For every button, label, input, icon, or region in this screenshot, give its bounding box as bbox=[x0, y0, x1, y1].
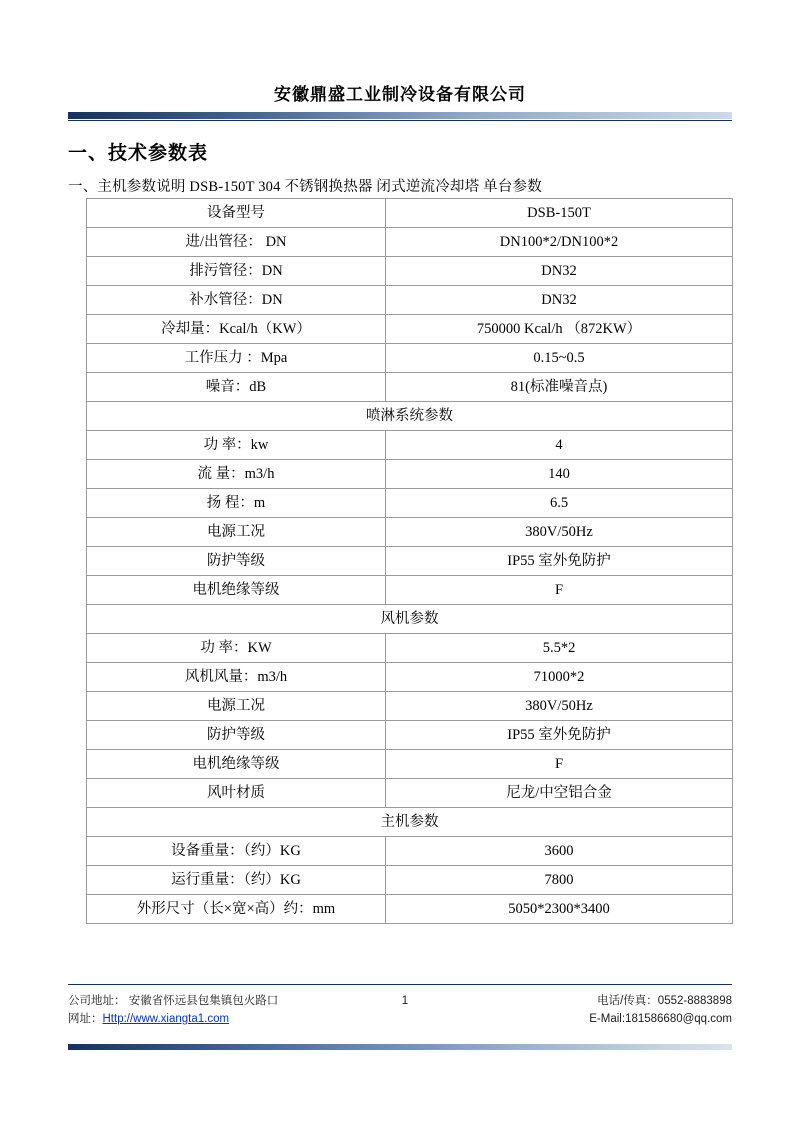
table-row bbox=[87, 634, 733, 663]
table-cell-value: DN32 bbox=[386, 286, 733, 315]
table-cell-value: 81(标准噪音点) bbox=[386, 373, 733, 402]
table-cell-label: 功 率：kw bbox=[87, 431, 386, 460]
section-title: 一、技术参数表 bbox=[68, 143, 209, 164]
table-cell-value: IP55 室外免防护 bbox=[386, 547, 733, 576]
table-cell-label: 设备重量：（约）KG bbox=[87, 837, 386, 866]
table-cell-value: F bbox=[386, 576, 733, 605]
table-row bbox=[87, 402, 733, 431]
table-cell-value: DSB-150T bbox=[386, 199, 733, 228]
table-cell-label: 工作压力 ：Mpa bbox=[87, 344, 386, 373]
table-cell-label: 风叶材质 bbox=[87, 779, 386, 808]
table-cell-value: 71000*2 bbox=[386, 663, 733, 692]
table-row bbox=[87, 576, 733, 605]
company-name: 安徽鼎盛工业制冷设备有限公司 bbox=[274, 85, 526, 104]
table-row bbox=[87, 866, 733, 895]
table-cell-value: F bbox=[386, 750, 733, 779]
table-cell-label: 外形尺寸（长×宽×高）约：mm bbox=[87, 895, 386, 924]
table-cell-label: 运行重量：（约）KG bbox=[87, 866, 386, 895]
table-row bbox=[87, 315, 733, 344]
footer-row-top bbox=[68, 992, 732, 1010]
table-row bbox=[87, 895, 733, 924]
table-row bbox=[87, 489, 733, 518]
footer-address: 公司地址： 安徽省怀远县包集镇包火路口 bbox=[68, 995, 279, 1007]
table-row bbox=[87, 692, 733, 721]
footer-phone: 电话/传真：0552-8883898 bbox=[597, 995, 732, 1007]
header-divider-line bbox=[68, 120, 732, 121]
section-subtitle: 一、主机参数说明 DSB-150T 304 不锈钢换热器 闭式逆流冷却塔 单台参数 bbox=[68, 179, 542, 195]
table-cell-value: 7800 bbox=[386, 866, 733, 895]
table-cell-label: 进/出管径： DN bbox=[87, 228, 386, 257]
table-group-header: 喷淋系统参数 bbox=[87, 402, 733, 431]
table-cell-value: 6.5 bbox=[386, 489, 733, 518]
table-cell-label: 电机绝缘等级 bbox=[87, 576, 386, 605]
table-row bbox=[87, 663, 733, 692]
table-cell-value: 5.5*2 bbox=[386, 634, 733, 663]
table-cell-label: 冷却量：Kcal/h（KW） bbox=[87, 315, 386, 344]
table-cell-label: 风机风量：m3/h bbox=[87, 663, 386, 692]
table-cell-label: 电机绝缘等级 bbox=[87, 750, 386, 779]
footer-email: E-Mail:181586680@qq.com bbox=[589, 1013, 732, 1025]
table-cell-value: 140 bbox=[386, 460, 733, 489]
table-row bbox=[87, 605, 733, 634]
table-row bbox=[87, 721, 733, 750]
document-footer bbox=[68, 992, 732, 1028]
page-number: 1 bbox=[401, 995, 409, 1007]
document-header bbox=[68, 82, 732, 108]
table-cell-value: 3600 bbox=[386, 837, 733, 866]
table-cell-label: 防护等级 bbox=[87, 547, 386, 576]
table-group-header: 风机参数 bbox=[87, 605, 733, 634]
table-row bbox=[87, 373, 733, 402]
table-cell-value: IP55 室外免防护 bbox=[386, 721, 733, 750]
table-cell-value: 4 bbox=[386, 431, 733, 460]
table-cell-value: 380V/50Hz bbox=[386, 518, 733, 547]
header-divider-gradient bbox=[68, 112, 732, 119]
table-cell-value: 5050*2300*3400 bbox=[386, 895, 733, 924]
footer-divider-line bbox=[68, 984, 732, 985]
table-group-header: 主机参数 bbox=[87, 808, 733, 837]
website-link[interactable]: Http://www.xiangta1.com bbox=[102, 1013, 230, 1025]
table-cell-value: 380V/50Hz bbox=[386, 692, 733, 721]
table-cell-value: 0.15~0.5 bbox=[386, 344, 733, 373]
table-row bbox=[87, 779, 733, 808]
table-row bbox=[87, 837, 733, 866]
table-row bbox=[87, 547, 733, 576]
table-cell-label: 功 率：KW bbox=[87, 634, 386, 663]
table-cell-label: 补水管径：DN bbox=[87, 286, 386, 315]
table-row bbox=[87, 199, 733, 228]
table-row bbox=[87, 460, 733, 489]
table-row bbox=[87, 228, 733, 257]
table-row bbox=[87, 257, 733, 286]
table-row bbox=[87, 808, 733, 837]
table-cell-label: 设备型号 bbox=[87, 199, 386, 228]
table-cell-value: DN32 bbox=[386, 257, 733, 286]
table-row bbox=[87, 431, 733, 460]
table-row bbox=[87, 750, 733, 779]
spec-table-container bbox=[86, 198, 714, 924]
table-cell-label: 防护等级 bbox=[87, 721, 386, 750]
footer-row-bottom bbox=[68, 1010, 732, 1028]
spec-table bbox=[86, 198, 733, 924]
table-cell-label: 噪音：dB bbox=[87, 373, 386, 402]
table-row bbox=[87, 286, 733, 315]
website-label: 网址： bbox=[68, 1013, 103, 1025]
table-cell-label: 排污管径：DN bbox=[87, 257, 386, 286]
table-cell-value: DN100*2/DN100*2 bbox=[386, 228, 733, 257]
footer-divider-gradient bbox=[68, 1044, 732, 1050]
table-row bbox=[87, 518, 733, 547]
table-cell-value: 尼龙/中空铝合金 bbox=[386, 779, 733, 808]
table-cell-label: 电源工况 bbox=[87, 692, 386, 721]
table-cell-label: 电源工况 bbox=[87, 518, 386, 547]
table-cell-value: 750000 Kcal/h （872KW） bbox=[386, 315, 733, 344]
footer-website bbox=[68, 1010, 358, 1028]
table-cell-label: 扬 程：m bbox=[87, 489, 386, 518]
spec-table-body bbox=[87, 199, 733, 924]
table-cell-label: 流 量：m3/h bbox=[87, 460, 386, 489]
table-row bbox=[87, 344, 733, 373]
